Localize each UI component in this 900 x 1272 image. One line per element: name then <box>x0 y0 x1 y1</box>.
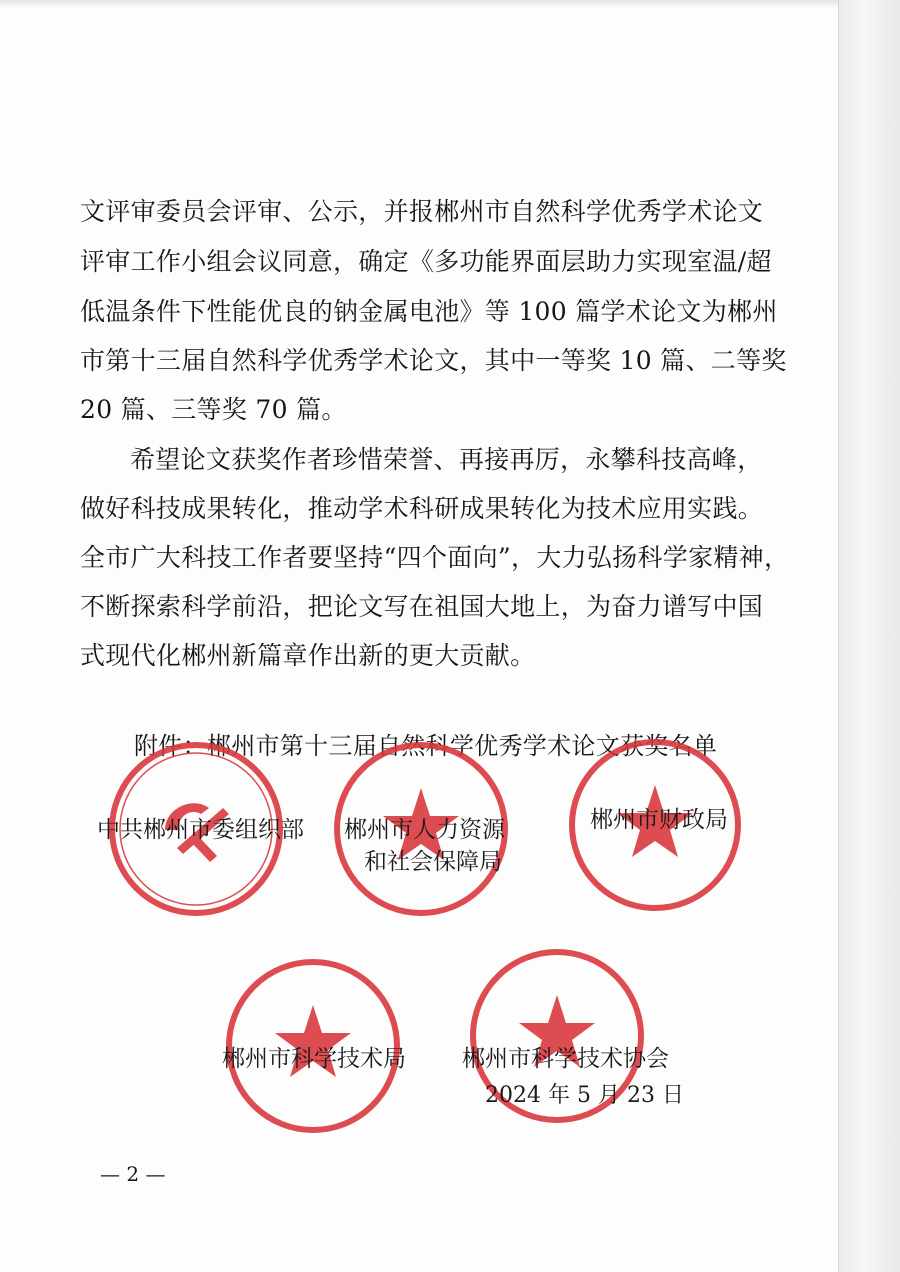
body-line-1: 文评审委员会评审、公示，并报郴州市自然科学优秀学术论文 <box>80 197 764 226</box>
page-number: — 2 — <box>100 1162 166 1186</box>
signatory-org2-line1: 郴州市人力资源 <box>344 817 505 843</box>
scan-right-edge <box>838 0 900 1272</box>
signatory-org2-line2: 和社会保障局 <box>364 849 502 875</box>
issue-date: 2024 年 5 月 23 日 <box>485 1083 684 1108</box>
body-line-4: 市第十三届自然科学优秀学术论文，其中一等奖 10 篇、二等奖 <box>80 346 787 375</box>
signatory-org4: 郴州市科学技术局 <box>222 1046 406 1072</box>
paragraph2-line-3: 全市广大科技工作者要坚持“四个面向”，大力弘扬科学家精神， <box>80 543 790 572</box>
paragraph2-line-1: 希望论文获奖作者珍惜荣誉、再接再厉，永攀科技高峰， <box>130 445 763 474</box>
paragraph2-line-4: 不断探索科学前沿，把论文写在祖国大地上，为奋力谱写中国 <box>80 592 764 621</box>
signatory-org3: 郴州市财政局 <box>590 807 728 833</box>
attachment-note: 附件：郴州市第十三届自然科学优秀学术论文获奖名单 <box>134 732 718 760</box>
paragraph2-line-5: 式现代化郴州新篇章作出新的更大贡献。 <box>80 641 536 670</box>
signatory-org5: 郴州市科学技术协会 <box>462 1046 669 1072</box>
signatory-org1: 中共郴州市委组织部 <box>97 817 304 843</box>
body-line-3: 低温条件下性能优良的钠金属电池》等 100 篇学术论文为郴州 <box>80 297 778 326</box>
body-line-5: 20 篇、三等奖 70 篇。 <box>80 395 347 424</box>
paragraph2-line-2: 做好科技成果转化，推动学术科研成果转化为技术应用实践。 <box>80 494 764 523</box>
scan-top-edge <box>0 0 838 8</box>
body-line-2: 评审工作小组会议同意，确定《多功能界面层助力实现室温/超 <box>80 247 772 276</box>
